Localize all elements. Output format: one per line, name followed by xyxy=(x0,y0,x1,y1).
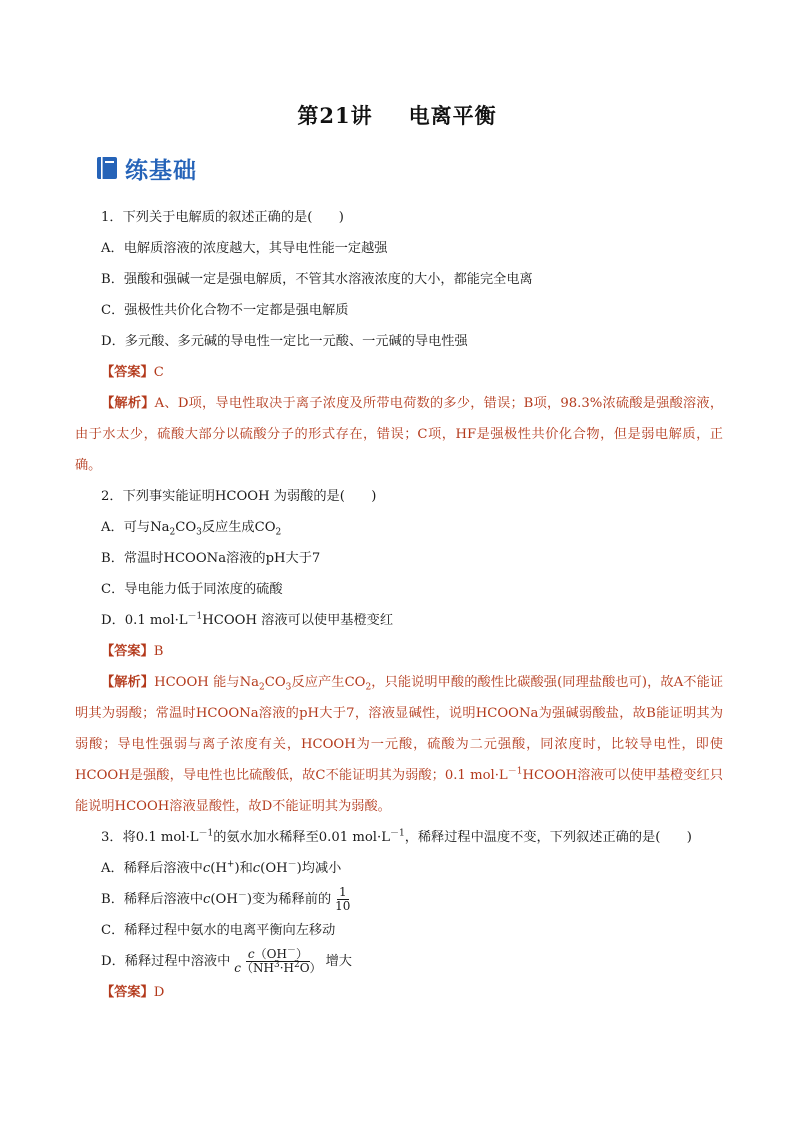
q1-answer: 【答案】C xyxy=(101,365,164,380)
q3-answer: 【答案】D xyxy=(101,985,165,1000)
q1-stem: 1．下列关于电解质的叙述正确的是( ) xyxy=(101,210,344,225)
section-header xyxy=(95,152,197,184)
q3-stem: 3．将0.1 $mol\cdot L^{-1}$的氨水加水稀释至0.01 $mol\cdot L^{-1}$，稀释过程中温度不变，下列叙述正确的是( ) xyxy=(101,828,692,845)
page-title xyxy=(0,100,794,130)
q2-option-d: D．0.1 $mol\cdot L^{-1}HCOOH$ 溶液可以使甲基橙变红 xyxy=(101,611,394,628)
q3-option-b: B．稀释后溶液中c(OH－)变为稀释前的 $\frac{1}{10}$ xyxy=(101,885,351,913)
fraction-one-tenth: $\frac{1}{10}$ xyxy=(335,885,351,913)
section-label: 练基础 xyxy=(125,157,197,184)
q2-stem: 2．下列事实能证明HCOOH 为弱酸的是( ) xyxy=(101,489,377,504)
q2-option-c: C．导电能力低于同浓度的硫酸 xyxy=(101,582,283,597)
q2-option-b: B．常温时HCOONa溶液的pH大于7 xyxy=(101,551,321,566)
q2-option-a: A．可与$Na_2CO_3$反应生成$CO_2$ xyxy=(101,520,282,538)
fraction-oh-over-nh3h2o: $\frac{c(OH^-)}{c(NH^3\cdot H^2O)}$ xyxy=(234,946,322,975)
q3-option-c: C．稀释过程中氨水的电离平衡向左移动 xyxy=(101,923,336,938)
q1-option-c: C．强极性共价化合物不一定都是强电解质 xyxy=(101,303,349,318)
lecture-topic: 电离平衡 xyxy=(408,103,497,128)
book-icon xyxy=(95,156,119,180)
q2-analysis: 【解析】HCOOH 能与$Na_2CO_3$反应产生$CO_2$，只能说明甲酸的酸性比碳酸强(同理盐酸也可)，故A不能证明其为弱酸；常温时HCOONa溶液的pH大于7，溶液显碱性，说明HCOONa为强碱弱酸盐，故B能证明其为弱酸；导电性强弱与离子浓度有关，HCOOH为一元酸，硫酸为二元强酸，同浓度时，比较导电性，即使HCOOH是强酸，导电性也比硫酸低，故C不能证明其为弱酸；0.1 $mol\cdot L^{-1}HCOOH$溶液可以使甲基橙变红只能说明HCOOH溶液显酸性，故D不能证明其为弱酸。 xyxy=(75,675,724,814)
q3-option-a: A．稀释后溶液中c(H+)和c(OH－)均减小 xyxy=(101,859,342,876)
q1-analysis: 【解析】A、D项，导电性取决于离子浓度及所带电荷数的多少，错误；B项，98.3%浓硫酸是强酸溶液，由于水太少，硫酸大部分以硫酸分子的形式存在，错误；C项，HF是强极性共价化合物，但是弱电解质，正确。 xyxy=(75,396,724,473)
q3-option-d: D．稀释过程中溶液中 $\frac{c(OH^-)}{c(NH^3\cdot H^2O)}$ 增大 xyxy=(101,946,352,975)
q1-option-b: B．强酸和强碱一定是强电解质，不管其水溶液浓度的大小，都能完全电离 xyxy=(101,272,533,287)
q2-answer: 【答案】B xyxy=(101,644,164,659)
q1-option-a: A．电解质溶液的浓度越大，其导电性能一定越强 xyxy=(101,241,388,256)
q1-option-d: D．多元酸、多元碱的导电性一定比一元酸、一元碱的导电性强 xyxy=(101,334,468,349)
question-list xyxy=(75,202,723,1008)
lecture-number: 第21讲 xyxy=(297,103,373,128)
